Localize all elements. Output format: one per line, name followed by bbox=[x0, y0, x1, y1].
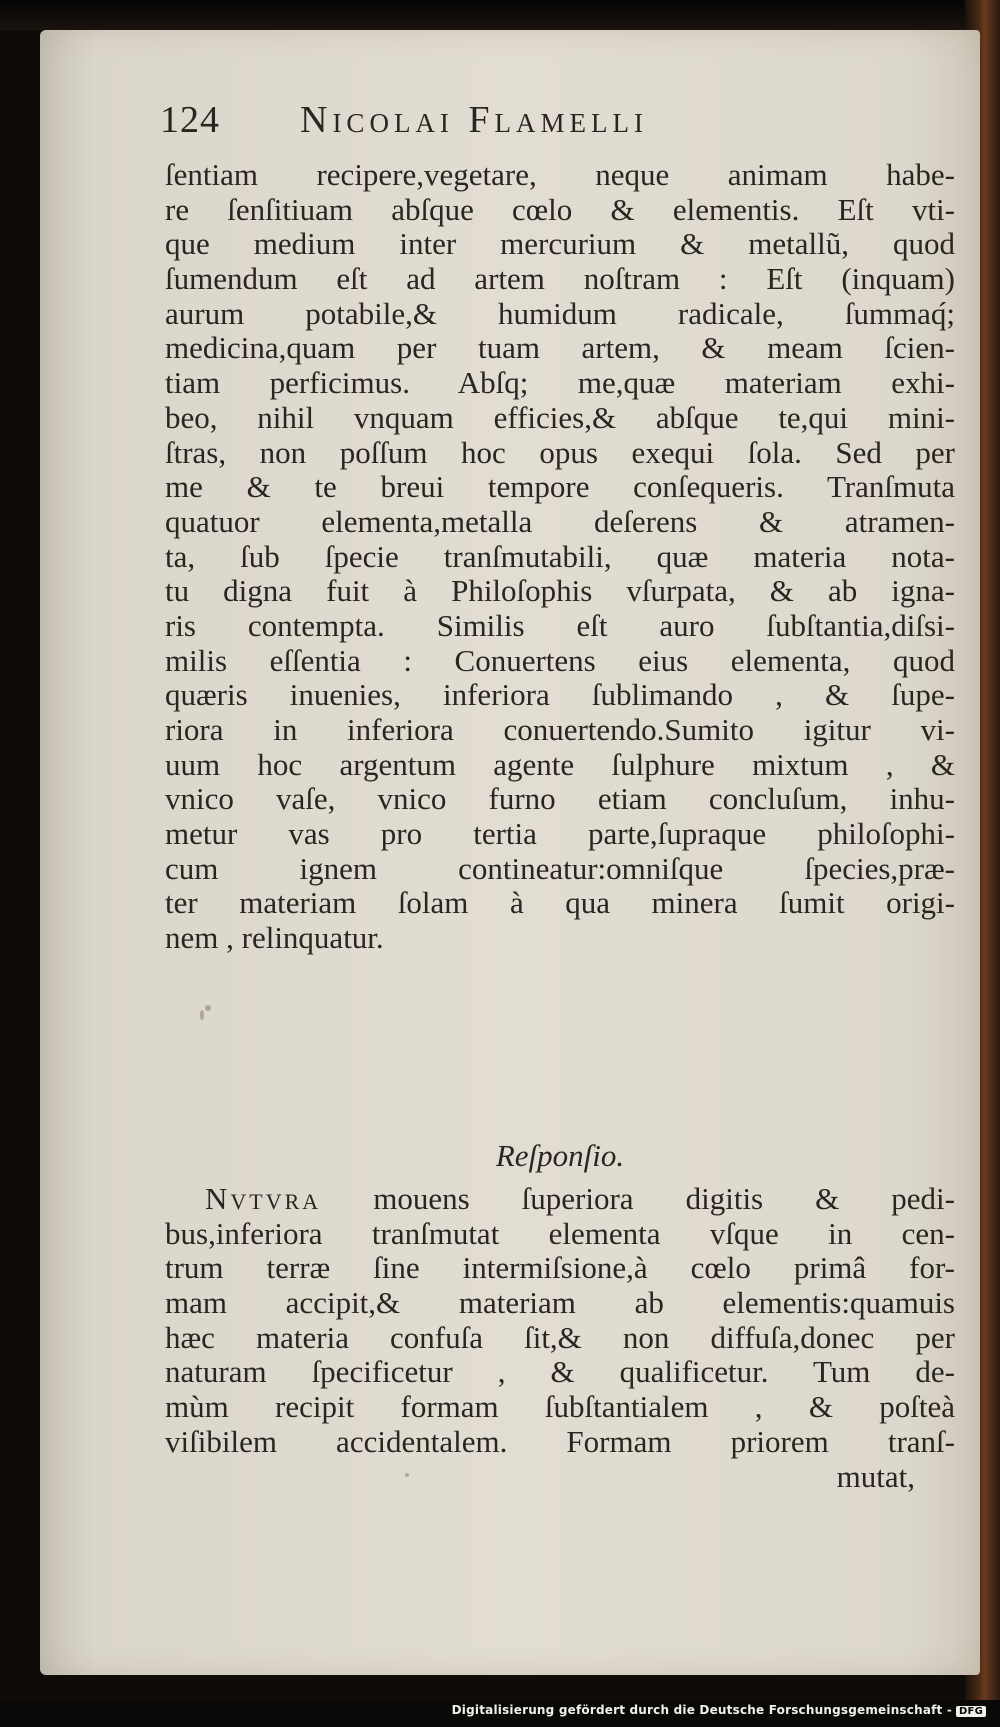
text-line: quatuor elementa,metalla deſerens & atramen- bbox=[165, 503, 955, 539]
text-line bbox=[165, 1321, 955, 1356]
text-line: ris contempta. Similis eſt auro ſubſtantia,diſsi- bbox=[165, 607, 955, 643]
text-line bbox=[165, 1182, 955, 1217]
page-number: 124 bbox=[160, 99, 220, 141]
line-text: hæc materia confuſa ſit,& non diffuſa,donec per bbox=[165, 1319, 955, 1355]
text-line: que medium inter mercurium & metallũ, quod bbox=[165, 226, 955, 262]
text-line: aurum potabile,& humidum radicale, ſummaq́; bbox=[165, 295, 955, 331]
text-line bbox=[165, 1355, 955, 1390]
text-line bbox=[165, 1217, 955, 1252]
text-line: tu digna fuit à Philoſophis vſurpata, & ab igna- bbox=[165, 573, 955, 609]
footer-credit-text: Digitalisierung gefördert durch die Deutsche Forschungsgemeinschaft - bbox=[451, 1703, 953, 1717]
text-line: ſumendum eſt ad artem noſtram : Eſt (inquam) bbox=[165, 261, 955, 297]
dfg-logo: DFG bbox=[956, 1706, 986, 1717]
text-line: ta, ſub ſpecie tranſmutabili, quæ materia nota- bbox=[165, 538, 955, 574]
text-line: medicina,quam per tuam artem, & meam ſcien- bbox=[165, 330, 955, 366]
dropcap-word: Nvtvra bbox=[205, 1181, 322, 1216]
text-line: cum ignem contineatur:omniſque ſpecies,præ- bbox=[165, 850, 955, 886]
page-header bbox=[160, 90, 780, 150]
text-line: ſentiam recipere,vegetare, neque animam habe- bbox=[165, 157, 955, 192]
book-top-edge bbox=[0, 0, 1000, 30]
footer-credit bbox=[452, 1703, 986, 1717]
line-text: naturam ſpecificetur , & qualificetur. Tum de- bbox=[165, 1354, 955, 1390]
text-line bbox=[165, 1286, 955, 1321]
text-line: re ſenſitiuam abſque cœlo & elementis. Eſt vti- bbox=[165, 191, 955, 227]
line-text: viſibilem accidentalem. Formam priorem tranſ- bbox=[165, 1423, 955, 1459]
text-line bbox=[165, 1390, 955, 1425]
text-line: milis eſſentia : Conuertens eius elementa, quod bbox=[165, 642, 955, 678]
text-line: quæris inuenies, inferiora ſublimando , & ſupe- bbox=[165, 677, 955, 713]
text-line: tiam perficimus. Abſq; me,quæ materiam exhi- bbox=[165, 365, 955, 401]
ink-speck bbox=[205, 1005, 211, 1011]
line-text: mùm recipit formam ſubſtantialem , & poſteà bbox=[165, 1389, 955, 1425]
section-heading: Reſponſio. bbox=[495, 1138, 625, 1173]
text-line: ſtras, non poſſum hoc opus exequi ſola. Sed per bbox=[165, 434, 955, 470]
line-text: bus,inferiora tranſmutat elementa vſque in cen- bbox=[165, 1215, 955, 1251]
text-line: uum hoc argentum agente ſulphure mixtum , & bbox=[165, 746, 955, 782]
text-line: riora in inferiora conuertendo.Sumito igitur vi- bbox=[165, 712, 955, 747]
text-line: beo, nihil vnquam efficies,& abſque te,qui mini- bbox=[165, 399, 955, 435]
ink-speck bbox=[200, 1010, 204, 1020]
text-line bbox=[165, 1425, 955, 1460]
response-lines bbox=[165, 1182, 955, 1460]
running-head: Nicolai Flamelli bbox=[300, 99, 649, 141]
line-text: mam accipit,& materiam ab elementis:quamuis bbox=[165, 1285, 955, 1321]
text-line: vnico vaſe, vnico furno etiam concluſum, inhu- bbox=[165, 781, 955, 817]
text-line: metur vas pro tertia parte,ſupraque philoſophi- bbox=[165, 816, 955, 852]
text-line bbox=[165, 1251, 955, 1286]
line-text: mouens ſuperiora digitis & pedi- bbox=[321, 1181, 955, 1216]
text-line: nem , relinquatur. bbox=[165, 920, 384, 956]
catchword: mutat, bbox=[836, 1458, 915, 1494]
response-section bbox=[165, 1138, 955, 1494]
text-line: ter materiam ſolam à qua minera ſumit origi- bbox=[165, 885, 955, 921]
text-line: me & te breui tempore conſequeris. Tranſmuta bbox=[165, 469, 955, 505]
line-text: trum terræ ſine intermiſsione,à cœlo primâ for- bbox=[165, 1250, 955, 1286]
body-text bbox=[165, 158, 955, 956]
